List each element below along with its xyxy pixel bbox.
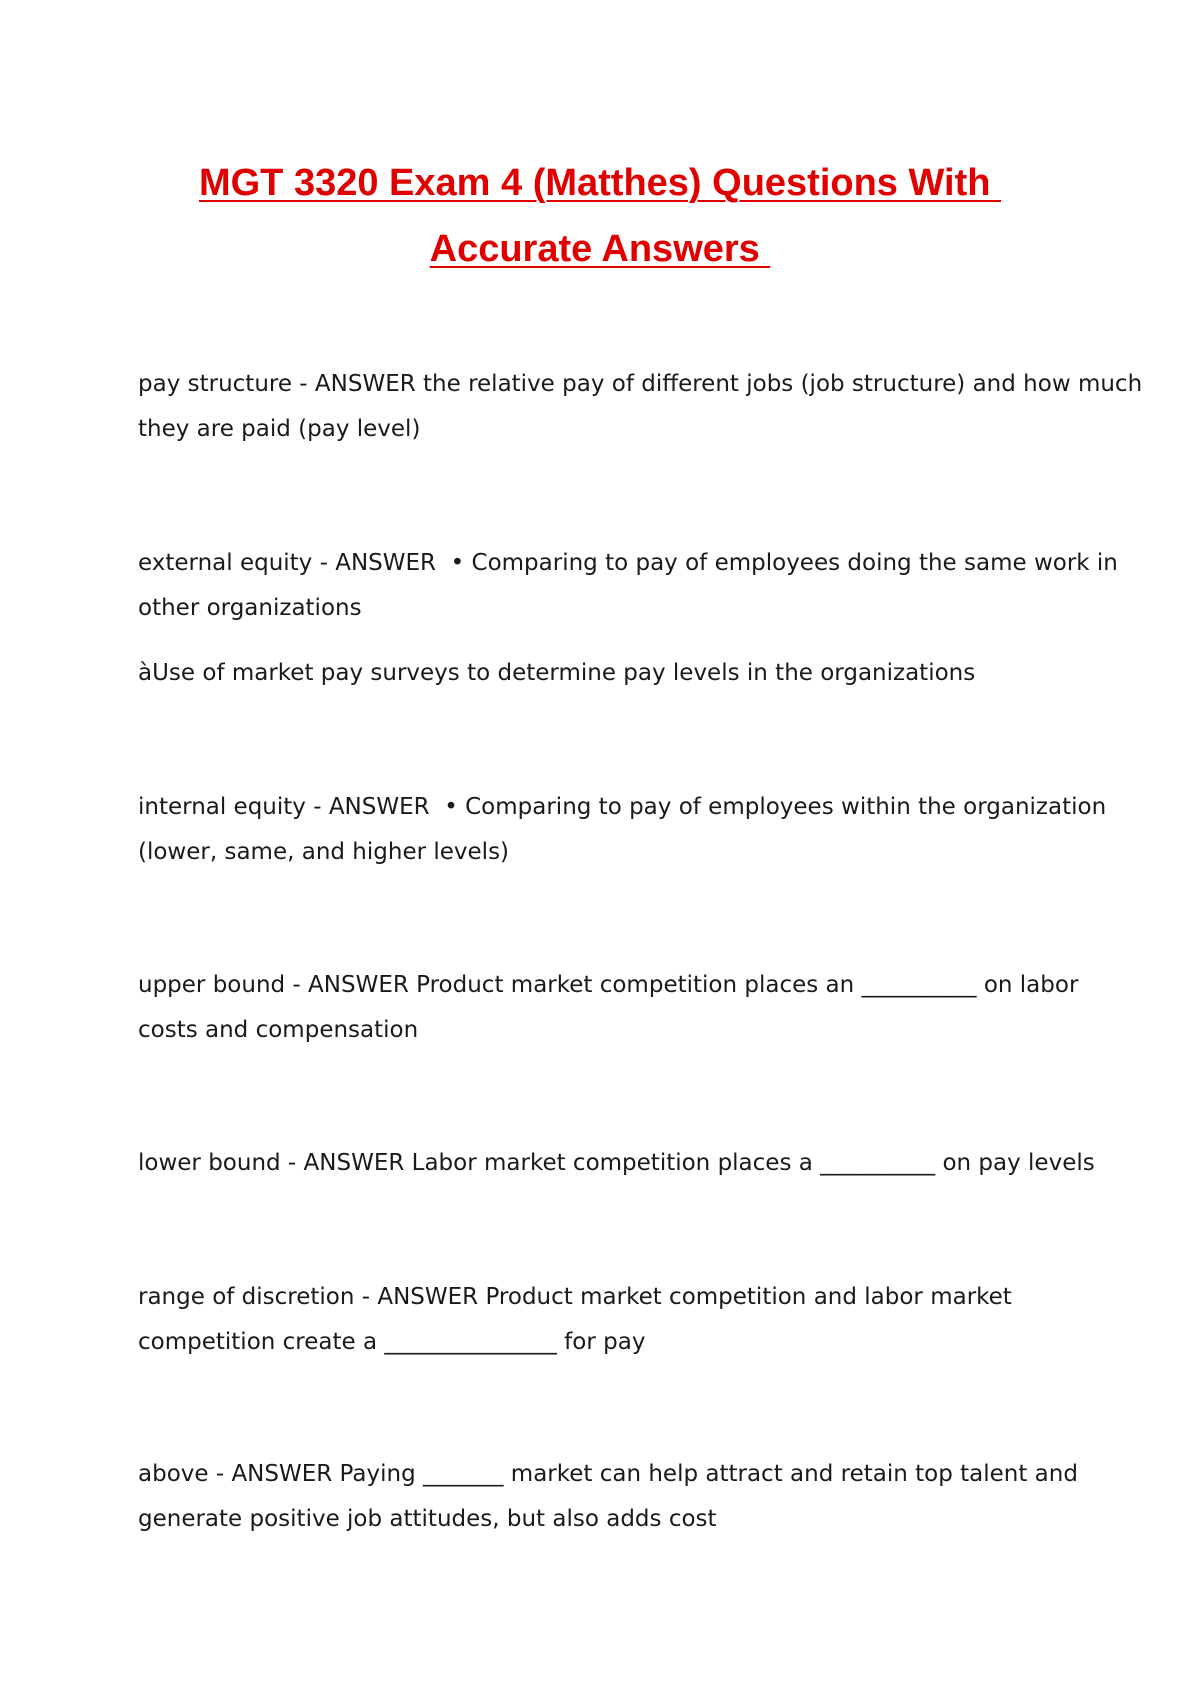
entry-market-pay-surveys (138, 651, 1078, 696)
title-line-1: MGT 3320 Exam 4 (Matthes) Questions With (198, 162, 1002, 204)
entry-external-equity (138, 541, 1118, 631)
entry-internal-equity (138, 785, 1107, 875)
entry-above (138, 1452, 1078, 1542)
entry-line: costs and compensation (138, 1017, 419, 1043)
entry-upper-bound (138, 963, 1078, 1053)
entry-pay-structure (138, 362, 1143, 452)
entry-line: they are paid (pay level) (138, 416, 421, 442)
entry-line: (lower, same, and higher levels) (138, 839, 510, 865)
entry-line: pay structure - ANSWER the relative pay of different jobs (job structure) and how much (138, 371, 1143, 397)
entry-line: range of discretion - ANSWER Product market competition and labor market (138, 1284, 1012, 1310)
entry-line: upper bound - ANSWER Product market competition places an __________ on labor (138, 972, 1079, 998)
entry-line: above - ANSWER Paying _______ market can help attract and retain top talent and (138, 1461, 1078, 1487)
entry-line: competition create a _______________ for pay (138, 1329, 646, 1355)
entry-range-of-discretion (138, 1275, 1078, 1365)
entry-line: lower bound - ANSWER Labor market competition places a __________ on pay levels (138, 1150, 1095, 1176)
title-line-2: Accurate Answers (429, 228, 771, 270)
entry-line: àUse of market pay surveys to determine pay levels in the organizations (138, 660, 976, 686)
entry-line: internal equity - ANSWER • Comparing to pay of employees within the organization (138, 794, 1107, 820)
entry-line: external equity - ANSWER • Comparing to pay of employees doing the same work in (138, 550, 1118, 576)
entry-lower-bound (138, 1141, 1095, 1186)
document-title (120, 150, 1080, 282)
entry-line: generate positive job attitudes, but also adds cost (138, 1506, 717, 1532)
entry-line: other organizations (138, 595, 362, 621)
